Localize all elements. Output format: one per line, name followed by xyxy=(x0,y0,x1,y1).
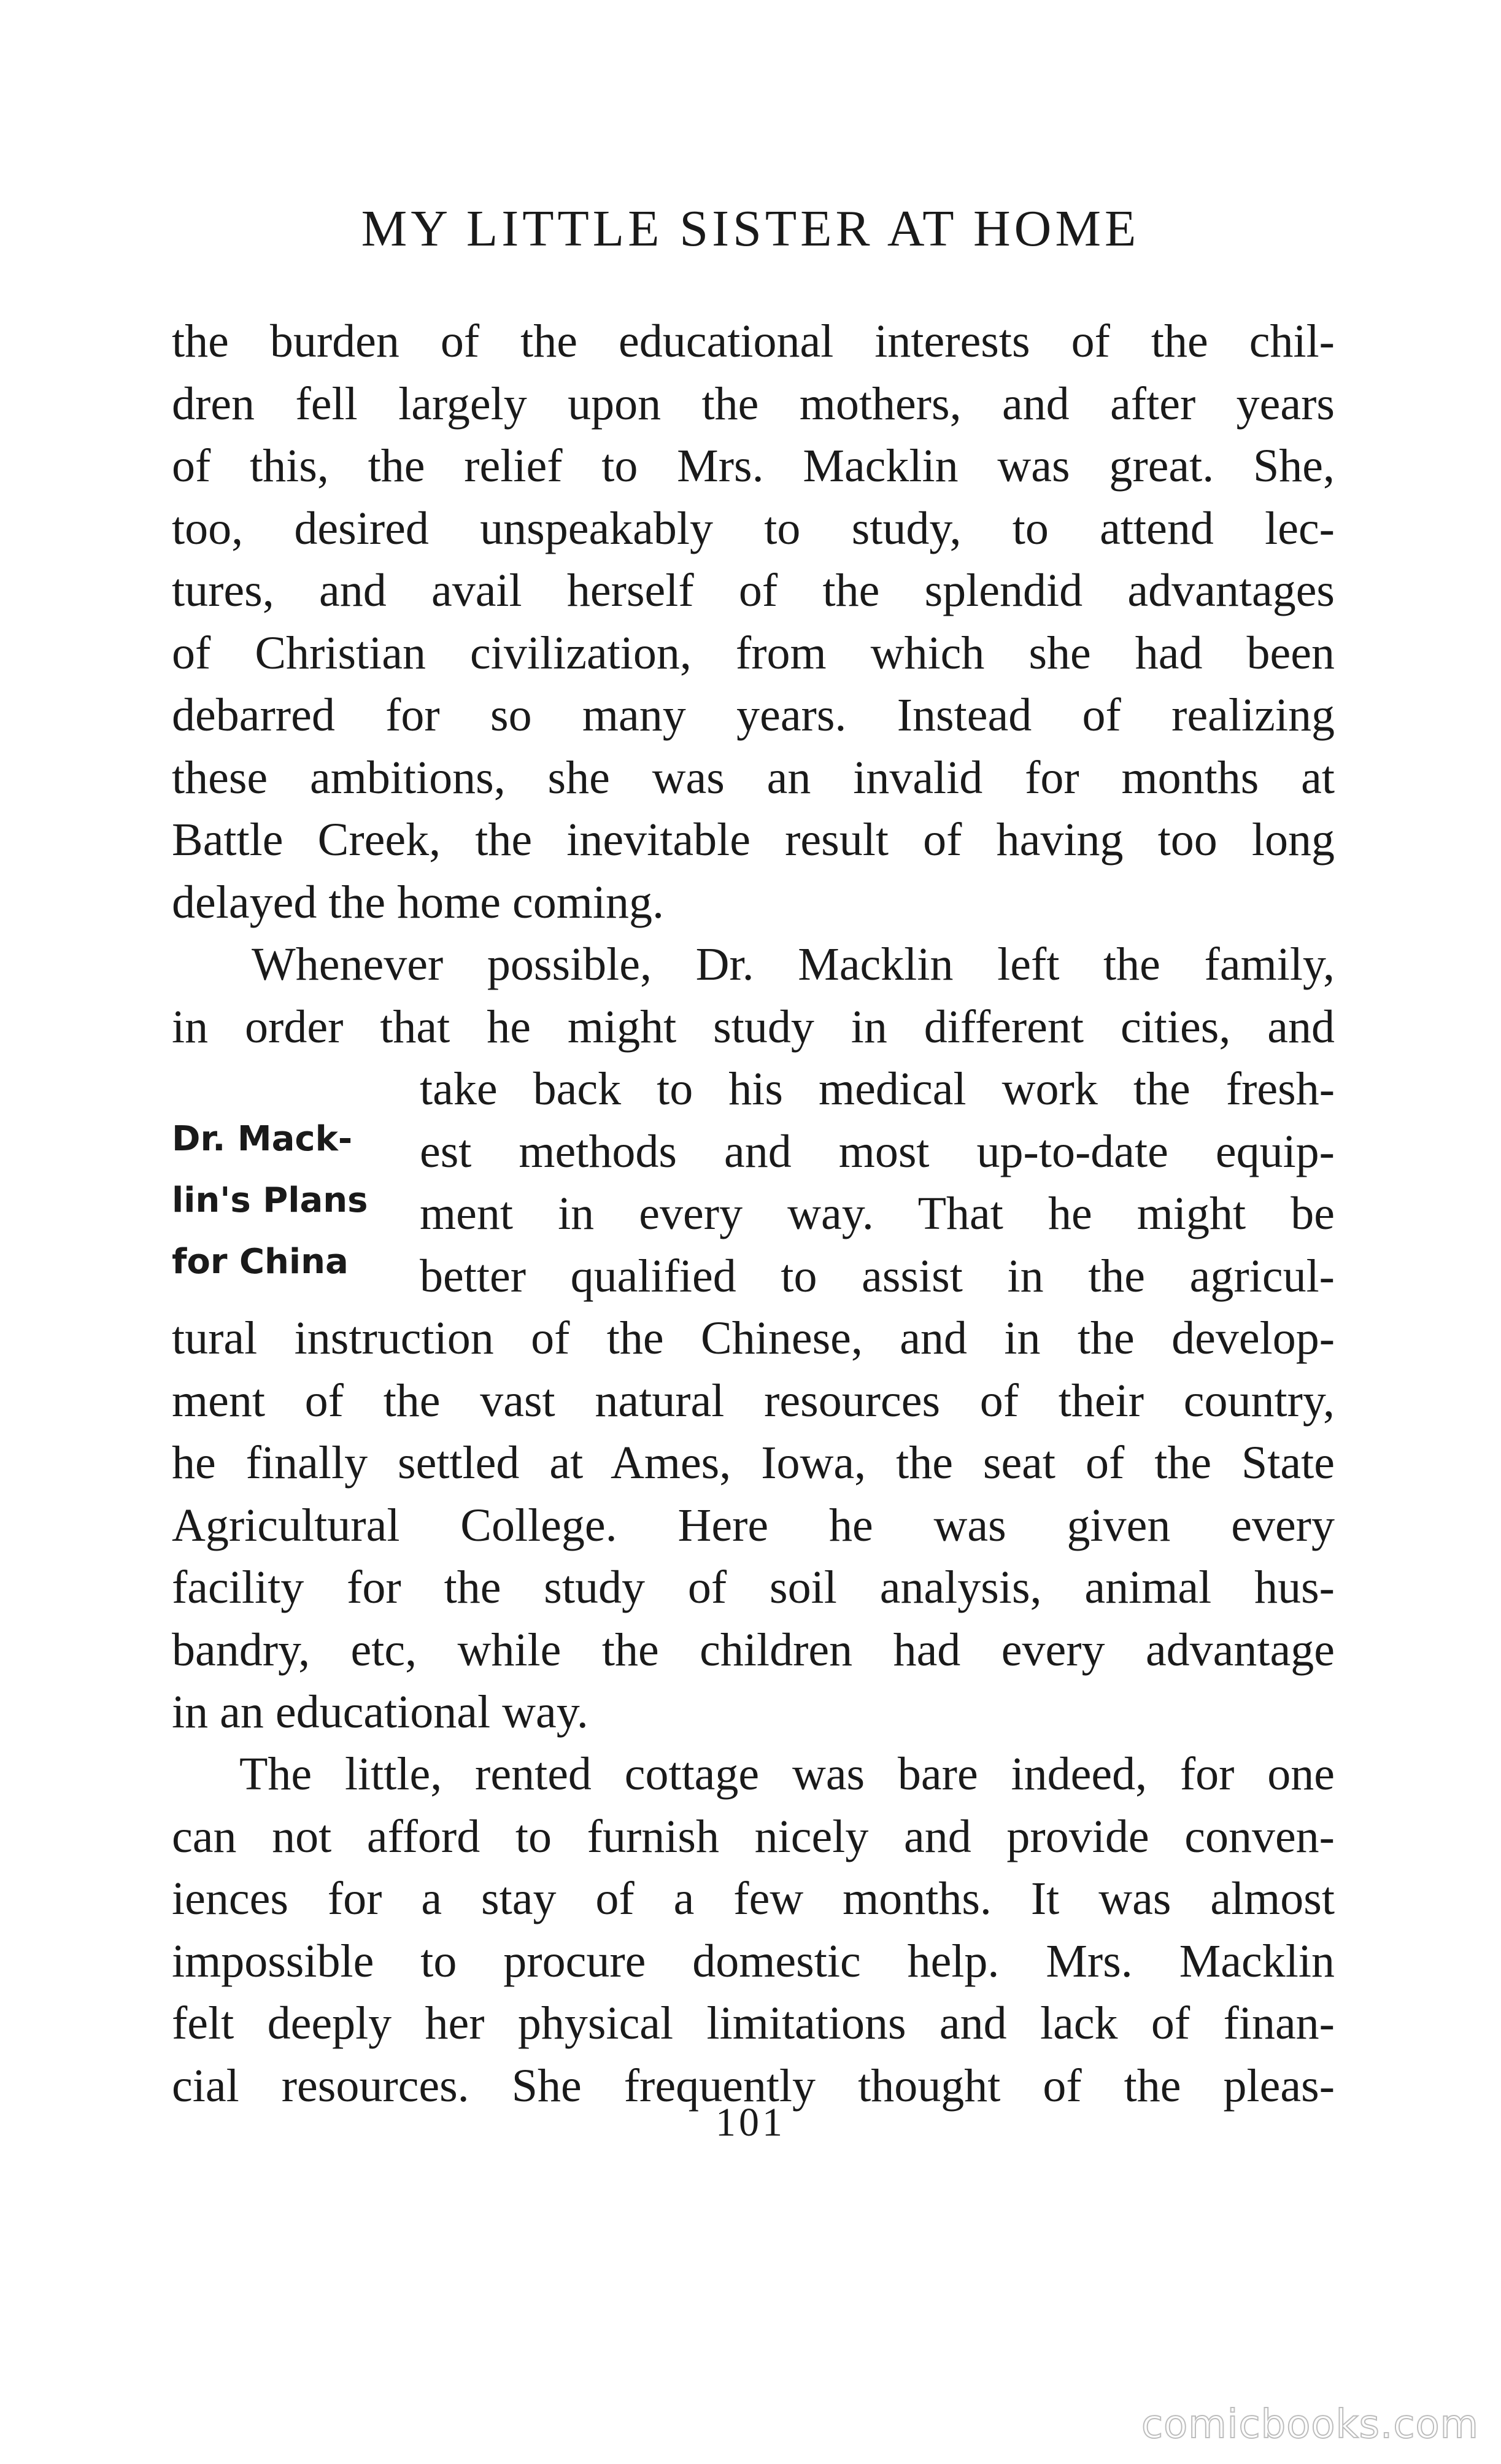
text-line: The little, rented cottage was bare indeed, for one xyxy=(239,1748,1335,1800)
paragraph-1 xyxy=(172,311,1335,934)
text-line: impossible to procure domestic help. Mrs. Macklin xyxy=(172,1935,1335,1987)
sidenote-line: lin's Plans xyxy=(172,1180,368,1220)
text-line: Whenever possible, Dr. Macklin left the family, xyxy=(252,939,1335,990)
text-line: take back to his medical work the fresh- xyxy=(420,1063,1335,1115)
text-line: these ambitions, she was an invalid for months at xyxy=(172,751,1335,804)
text-line: Agricultural College. Here he was given every xyxy=(172,1499,1335,1551)
watermark: comicbooks.com xyxy=(1141,2402,1479,2447)
sidenote-line: for China xyxy=(172,1242,349,1282)
running-head: MY LITTLE SISTER AT HOME xyxy=(361,200,1140,257)
text-line: tural instruction of the Chinese, and in the develop- xyxy=(172,1312,1335,1364)
text-line: too, desired unspeakably to study, to attend lec- xyxy=(172,502,1335,554)
text-line: better qualified to assist in the agricul- xyxy=(420,1250,1335,1302)
text-line: in an educational way. xyxy=(172,1686,588,1738)
text-line: est methods and most up-to-date equip- xyxy=(420,1125,1335,1177)
text-line: can not afford to furnish nicely and provide conven- xyxy=(172,1810,1335,1862)
text-line: Battle Creek, the inevitable result of having too long xyxy=(172,814,1335,866)
sidenote xyxy=(172,1109,393,1293)
text-line: of this, the relief to Mrs. Macklin was great. She, xyxy=(172,440,1335,492)
text-line: ment of the vast natural resources of their country, xyxy=(172,1374,1335,1427)
paragraph-2 xyxy=(172,934,1335,1744)
paragraph-3 xyxy=(172,1743,1335,2117)
text-line: he finally settled at Ames, Iowa, the seat of the State xyxy=(172,1437,1335,1489)
text-line: of Christian civilization, from which she had been xyxy=(172,627,1335,679)
text-line: cial resources. She frequently thought of the pleas- xyxy=(172,2059,1335,2112)
page-number: 101 xyxy=(716,2100,785,2145)
text-line: delayed the home coming. xyxy=(172,876,664,928)
text-line: debarred for so many years. Instead of realizing xyxy=(172,689,1335,741)
text-line: dren fell largely upon the mothers, and after years xyxy=(172,378,1335,430)
text-line: in order that he might study in different cities, and xyxy=(172,1001,1335,1053)
text-line: felt deeply her physical limitations and lack of finan- xyxy=(172,1997,1335,2049)
text-line: tures, and avail herself of the splendid advantages xyxy=(172,565,1335,616)
text-line: iences for a stay of a few months. It was almost xyxy=(172,1873,1335,1924)
sidenote-line: Dr. Mack- xyxy=(172,1119,353,1159)
text-line: facility for the study of soil analysis, animal hus- xyxy=(172,1562,1335,1613)
text-line: bandry, etc, while the children had every advantage xyxy=(172,1624,1335,1676)
text-line: ment in every way. That he might be xyxy=(420,1188,1335,1239)
text-line: the burden of the educational interests of the chil- xyxy=(172,316,1335,367)
